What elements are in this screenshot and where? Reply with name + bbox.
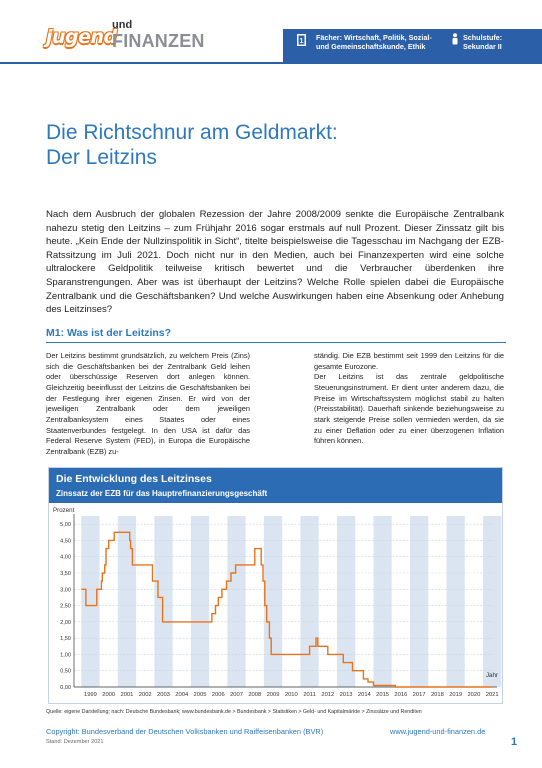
y-tick-label: 4,50 <box>60 538 71 545</box>
school-level-label <box>463 33 533 52</box>
x-tick-label: 2004 <box>175 692 189 698</box>
x-tick-label: 1999 <box>83 692 97 698</box>
left-paragraph: Der Leitzins bestimmt grundsätzlich, zu welchem Preis (Zins) sich die Geschäftsbanken bei der Zentralbank Geld leihen oder überschüssige Reserven dort anlegen können. Gleichzeitig beeinflusst der Leitzins die Geschäftsbanken bei der Festlegung ihrer eigenen Zinsen. Er wird von der jeweiligen Zentralbank oder dem jeweiligen Zentralbanksystem eines Staates oder eines Staatenverbundes festgelegt. In den USA ist dafür das Federal Reserve System (FED), in Europa die Europäische Zentralbank (EZB) zu- <box>46 351 250 456</box>
person-icon <box>451 33 459 45</box>
chart-title: Die Entwicklung des Leitzinses <box>56 473 212 485</box>
x-tick-label: 2015 <box>376 692 390 698</box>
text-column-right <box>314 351 504 447</box>
x-tick-label: 2003 <box>157 692 170 698</box>
y-axis-label: Prozent <box>53 507 75 514</box>
x-tick-label: 2006 <box>211 692 225 698</box>
x-tick-label: 2011 <box>303 692 316 698</box>
level-line-2: Sekundar II <box>463 42 502 52</box>
book-icon <box>296 33 308 47</box>
source-note: Quelle: eigene Darstellung; nach: Deutsche Bundesbank; www.bundesbank.de > Bundesbank > Statistiken > Geld- und Kapitalmärkte > Zinssätze und Renditen <box>46 709 422 715</box>
x-tick-label: 2021 <box>485 692 499 698</box>
year-band <box>300 516 318 687</box>
page-title <box>46 120 506 170</box>
x-tick-label: 2016 <box>394 692 408 698</box>
x-tick-label: 2020 <box>467 692 481 698</box>
year-band <box>191 516 209 687</box>
x-tick-label: 2001 <box>120 692 134 698</box>
x-tick-label: 2009 <box>266 692 280 698</box>
year-band <box>227 516 245 687</box>
x-tick-label: 2018 <box>430 692 444 698</box>
year-band <box>118 516 136 687</box>
level-line-1: Schulstufe: <box>463 33 503 42</box>
logo-finanzen-text: FINANZEN <box>112 31 205 51</box>
logo-und-text: und <box>112 19 133 31</box>
x-tick-label: 2019 <box>449 692 463 698</box>
x-tick-label: 2012 <box>321 692 335 698</box>
chart-container <box>48 467 503 704</box>
y-tick-label: 5,00 <box>60 522 71 529</box>
leitzins-line-chart <box>49 503 502 703</box>
year-band <box>264 516 282 687</box>
x-axis-label: Jahr <box>485 672 498 679</box>
y-tick-label: 2,00 <box>60 619 71 626</box>
chart-header <box>49 468 502 503</box>
x-tick-label: 2002 <box>138 692 152 698</box>
x-tick-label: 2014 <box>357 692 371 698</box>
y-tick-label: 1,00 <box>60 652 71 659</box>
x-tick-label: 2000 <box>102 692 116 698</box>
y-tick-label: 4,00 <box>60 554 71 561</box>
x-tick-label: 2010 <box>284 692 298 698</box>
header-divider <box>0 62 542 64</box>
y-tick-label: 1,50 <box>60 636 71 643</box>
x-tick-label: 2005 <box>193 692 207 698</box>
x-tick-label: 2013 <box>339 692 353 698</box>
subjects-line-1: Fächer: Wirtschaft, Politik, Sozial- <box>316 33 432 42</box>
jugend-und-finanzen-logo[interactable] <box>46 18 236 58</box>
page-number: 1 <box>511 736 518 748</box>
x-tick-label: 2017 <box>412 692 426 698</box>
section-rule <box>46 342 506 343</box>
year-band <box>447 516 465 687</box>
subjects-label <box>316 33 446 52</box>
text-column-left <box>46 351 250 458</box>
right-paragraph-1: ständig. Die EZB bestimmt seit 1999 den Leitzins für die gesamte Eurozone. <box>314 351 504 371</box>
year-band <box>154 516 172 687</box>
subjects-line-2: und Gemeinschaftskunde, Ethik <box>316 42 426 52</box>
y-tick-label: 3,00 <box>60 587 71 594</box>
footer-date: Stand: Dezember 2021 <box>46 739 104 745</box>
svg-text:1: 1 <box>299 38 304 45</box>
x-tick-label: 2007 <box>230 692 243 698</box>
x-tick-label: 2008 <box>248 692 262 698</box>
y-tick-label: 0,50 <box>60 668 71 675</box>
chart-subtitle: Zinssatz der EZB für das Hauptrefinanzierungsgeschäft <box>56 489 268 498</box>
right-paragraph-2: Der Leitzins ist das zentrale geldpolitische Steuerungsinstrument. Er dient unter anderem dazu, die Preise im Wirtschaftssystem möglichst stabil zu halten (Preisstabilität). Dauerhaft sinkende beziehungsweise zu stark steigende Preise sollen vermieden werden, da sie zu einer Deflation oder zu einer überzogenen Inflation führen können. <box>314 372 504 446</box>
leitzins-series-line <box>81 532 492 687</box>
year-band <box>337 516 355 687</box>
logo-jugend-text: jugend <box>46 26 117 48</box>
y-tick-label: 2,50 <box>60 603 71 610</box>
title-line-1: Die Richtschnur am Geldmarkt: <box>46 121 338 144</box>
year-band <box>483 516 501 687</box>
y-tick-label: 3,50 <box>60 571 71 577</box>
y-tick-label: 0,00 <box>60 685 71 691</box>
section-heading: M1: Was ist der Leitzins? <box>46 327 172 339</box>
footer-copyright: Copyright: Bundesverband der Deutschen Volksbanken und Raiffeisenbanken (BVR) <box>46 727 324 736</box>
title-line-2: Der Leitzins <box>46 146 157 170</box>
year-band <box>373 516 391 687</box>
intro-paragraph: Nach dem Ausbruch der globalen Rezession der Jahre 2008/2009 senkte die Europäische Zentralbank nahezu stetig den Leitzins – zum Frühjahr 2016 sogar erstmals auf null Prozent. Dieser Zinssatz gilt bis heute. „Kein Ende der Nullzinspolitik in Sicht“, titelte beispielsweise die Tagesschau im Nachgang der EZB-Ratssitzung im Juli 2021. Doch nicht nur in den Medien, auch bei Finanzexperten wird eine solche ultralockere Geldpolitik teilweise kritisch bewertet und die Verbraucher überdenken ihre Sparanstrengungen. Aber was ist überhaupt der Leitzins? Welche Rolle spielen dabei die Europäische Zentralbank und die Geschäftsbanken? Und welche Auswirkungen haben eine Absenkung oder Anhebung des Leitzinses? <box>46 209 504 316</box>
year-band <box>410 516 428 687</box>
footer-website-link[interactable]: www.jugend-und-finanzen.de <box>390 727 486 736</box>
